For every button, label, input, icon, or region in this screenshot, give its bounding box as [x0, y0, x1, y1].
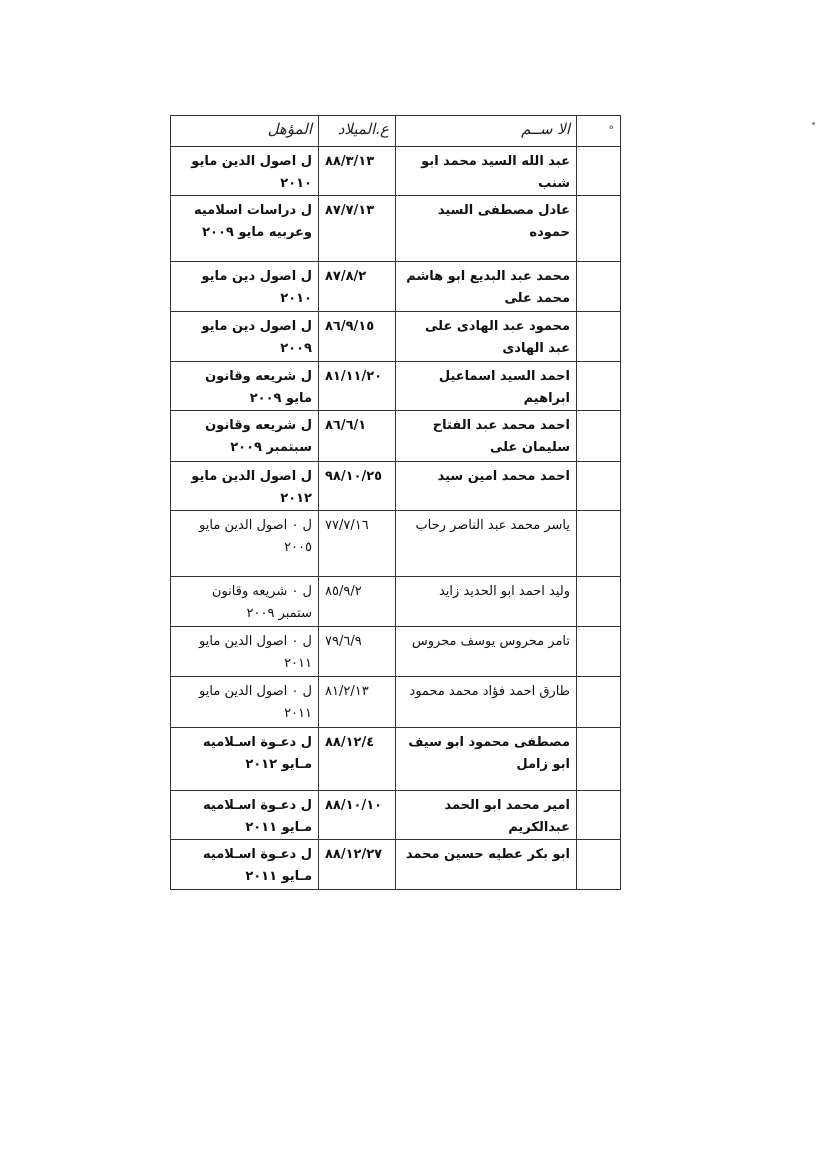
qualification-cell: ل دعـوة اسـلاميه مـايو ٢٠١٢ — [171, 728, 319, 791]
birthdate-cell: ٨١/٢/١٣ — [319, 677, 396, 728]
row-number-cell — [577, 362, 621, 411]
birthdate-cell: ٨٨/١٠/١٠ — [319, 791, 396, 840]
row-number-cell — [577, 147, 621, 196]
table-row — [171, 677, 621, 728]
row-number-cell — [577, 411, 621, 462]
table-row — [171, 728, 621, 791]
name-cell: احمد محمد عبد الفتاح سليمان على — [396, 411, 577, 462]
qualification-cell: ل اصول دين مايو ٢٠٠٩ — [171, 312, 319, 362]
name-cell: احمد السيد اسماعيل ابراهيم — [396, 362, 577, 411]
name-cell: طارق احمد فؤاد محمد محمود — [396, 677, 577, 728]
birthdate-cell: ٨٦/٦/١ — [319, 411, 396, 462]
name-cell: عبد الله السيد محمد ابو شنب — [396, 147, 577, 196]
table-row — [171, 411, 621, 462]
qualification-cell: ل ٠ اصول الدين مايو ٢٠١١ — [171, 677, 319, 728]
birthdate-cell: ٧٧/٧/١٦ — [319, 511, 396, 577]
qualification-cell: ل اصول الدين مايو ٢٠١٢ — [171, 462, 319, 511]
roster-table — [170, 115, 621, 890]
header-row — [171, 116, 621, 147]
name-cell: مصطفى محمود ابو سيف ابو زامل — [396, 728, 577, 791]
table-row — [171, 577, 621, 627]
table-row — [171, 262, 621, 312]
row-number-cell — [577, 728, 621, 791]
row-number-cell — [577, 577, 621, 627]
table-row — [171, 627, 621, 677]
birthdate-cell: ٩٨/١٠/٢٥ — [319, 462, 396, 511]
row-number-cell — [577, 511, 621, 577]
table-row — [171, 147, 621, 196]
name-cell: احمد محمد امين سيد — [396, 462, 577, 511]
qualification-cell: ل اصول الدين مايو ٢٠١٠ — [171, 147, 319, 196]
birthdate-cell: ٨١/١١/٢٠ — [319, 362, 396, 411]
birthdate-cell: ٨٧/٨/٢ — [319, 262, 396, 312]
name-cell: محمد عبد البديع ابو هاشم محمد على — [396, 262, 577, 312]
birthdate-cell: ٨٨/١٢/٤ — [319, 728, 396, 791]
birthdate-cell: ٨٥/٩/٢ — [319, 577, 396, 627]
page-dot-mark — [812, 122, 815, 125]
header-birthdate: ع.الميلاد — [319, 116, 396, 147]
table-row — [171, 840, 621, 890]
name-cell: امير محمد ابو الحمد عبدالكريم — [396, 791, 577, 840]
name-cell: وليد احمد ابو الحديد زايد — [396, 577, 577, 627]
name-cell: ياسر محمد عبد الناصر رحاب — [396, 511, 577, 577]
row-number-cell — [577, 196, 621, 262]
table-row — [171, 362, 621, 411]
table-row — [171, 196, 621, 262]
qualification-cell: ل ٠ شريعه وقانون ستمبر ٢٠٠٩ — [171, 577, 319, 627]
table-row — [171, 462, 621, 511]
birthdate-cell: ٧٩/٦/٩ — [319, 627, 396, 677]
table-row — [171, 791, 621, 840]
qualification-cell: ل اصول دين مايو ٢٠١٠ — [171, 262, 319, 312]
row-number-cell — [577, 840, 621, 890]
birthdate-cell: ٨٧/٧/١٣ — [319, 196, 396, 262]
row-number-cell — [577, 627, 621, 677]
row-number-cell — [577, 312, 621, 362]
name-cell: ابو بكر عطيه حسين محمد — [396, 840, 577, 890]
header-number: ° — [577, 116, 621, 147]
birthdate-cell: ٨٨/١٢/٢٧ — [319, 840, 396, 890]
qualification-cell: ل ٠ اصول الدين مايو ٢٠٠٥ — [171, 511, 319, 577]
qualification-cell: ل دعـوة اسـلاميه مـايو ٢٠١١ — [171, 791, 319, 840]
row-number-cell — [577, 791, 621, 840]
birthdate-cell: ٨٦/٩/١٥ — [319, 312, 396, 362]
name-cell: عادل مصطفى السيد حموده — [396, 196, 577, 262]
qualification-cell: ل دعـوة اسـلاميه مـايو ٢٠١١ — [171, 840, 319, 890]
row-number-cell — [577, 262, 621, 312]
table-row — [171, 511, 621, 577]
qualification-cell: ل ٠ اصول الدين مايو ٢٠١١ — [171, 627, 319, 677]
header-name: الا ســم — [396, 116, 577, 147]
qualification-cell: ل شريعه وقانون مايو ٢٠٠٩ — [171, 362, 319, 411]
birthdate-cell: ٨٨/٣/١٣ — [319, 147, 396, 196]
qualification-cell: ل دراسات اسلاميه وعربيه مايو ٢٠٠٩ — [171, 196, 319, 262]
qualification-cell: ل شريعه وقانون سبتمبر ٢٠٠٩ — [171, 411, 319, 462]
table-row — [171, 312, 621, 362]
row-number-cell — [577, 677, 621, 728]
row-number-cell — [577, 462, 621, 511]
name-cell: تامر محروس يوسف محروس — [396, 627, 577, 677]
header-qualification: المؤهل — [171, 116, 319, 147]
name-cell: محمود عبد الهادى على عبد الهادى — [396, 312, 577, 362]
